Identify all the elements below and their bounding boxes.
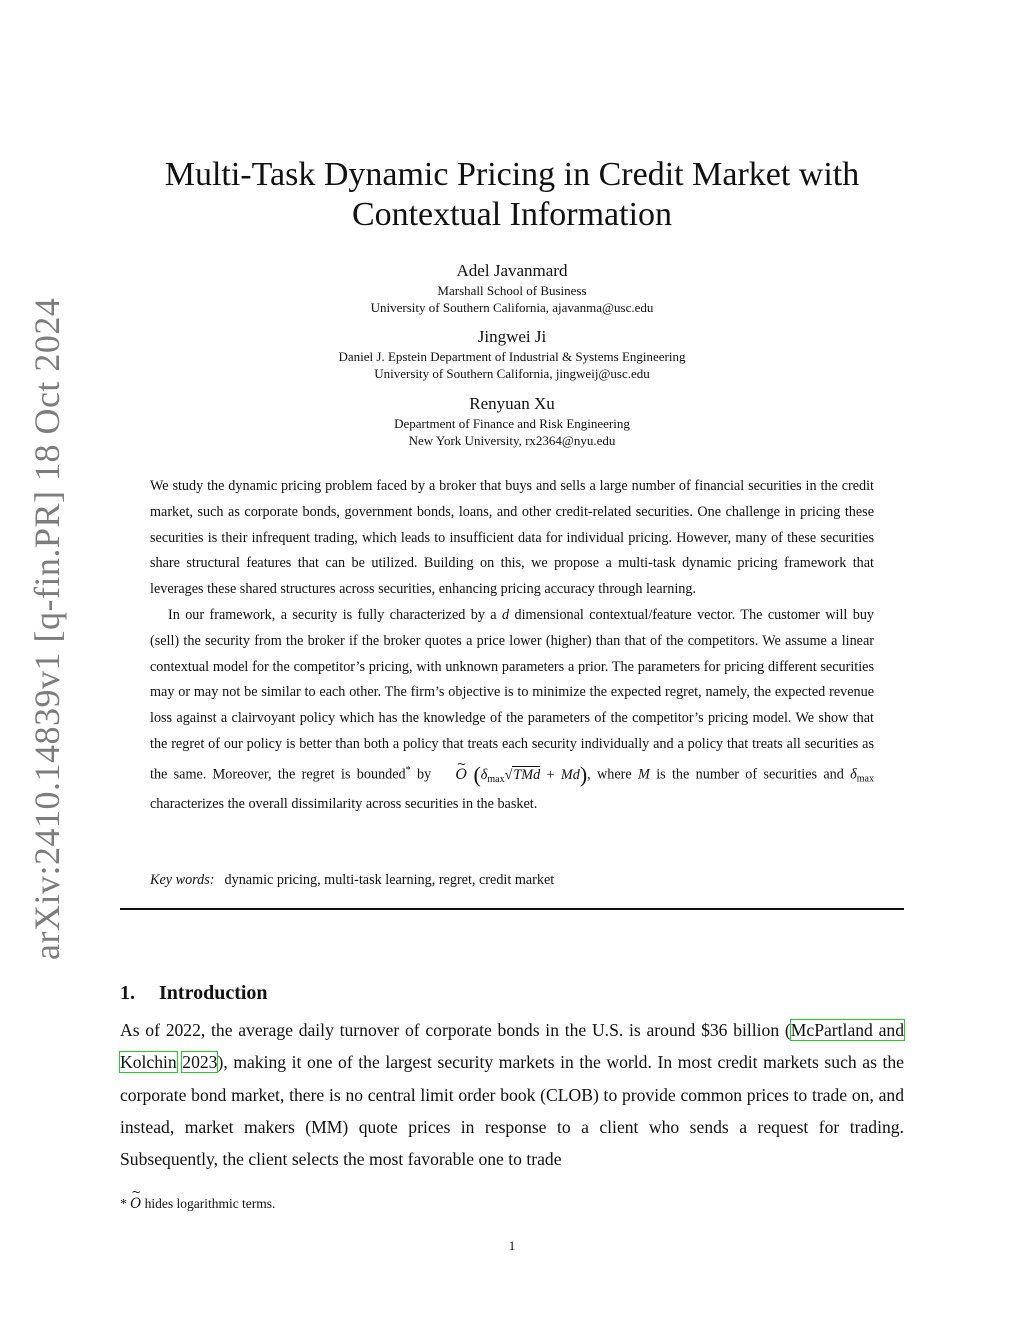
page-number: 1 — [508, 1238, 516, 1253]
footnote-marker[interactable]: * — [405, 764, 411, 776]
arxiv-identifier: arXiv:2410.14839v1 [q-fin.PR] 18 Oct 2024 — [27, 297, 67, 960]
title-line-1: Multi-Task Dynamic Pricing in Credit Market with — [164, 156, 860, 193]
citation-link-year[interactable]: 2023 — [182, 1052, 218, 1073]
author-2 — [100, 326, 924, 382]
section-number: 1. — [120, 982, 135, 1004]
author-affiliation: Marshall School of Business — [437, 283, 587, 298]
introduction-body — [120, 1014, 904, 1175]
author-3 — [100, 393, 924, 449]
citation-link-authors[interactable]: McPartland and Kolchin — [120, 1020, 904, 1073]
abstract — [150, 474, 874, 818]
section-heading-introduction — [120, 982, 268, 1005]
author-affiliation-email: New York University, rx2364@nyu.edu — [408, 433, 616, 448]
footnote-symbol: ~ O — [130, 1196, 141, 1212]
keywords-list: dynamic pricing, multi-task learning, regret, credit market — [224, 872, 555, 888]
author-affiliation-email: University of Southern California, ajavanma@usc.edu — [370, 300, 654, 315]
keywords-label: Key words: — [150, 872, 215, 888]
abstract-paragraph-2: In our framework, a security is fully characterized by a d dimensional contextual/feature vector. The customer will buy (sell) the security from the broker if the broker quotes a price lower (higher) than that of the competitors. We assume a linear contextual model for the competitor’s pricing, with unknown parameters a prior. The parameters for pricing different securities may or may not be similar to each other. The firm’s objective is to minimize the expected regret, namely, the expected revenue loss against a clairvoyant policy which has the knowledge of the parameters of the competitor’s pricing model. We show that the regret of our policy is better than both a policy that treats each security individually and a policy that treats all securities as the same. Moreover, the regret is bounded* by ~ O $(\delta_{max}√TMd + Md)$, where M is the number of securities and $\delta_{max}$ characterizes the overall dissimilarity across securities in the basket. — [150, 603, 874, 818]
footnote-text: hides logarithmic terms. — [144, 1196, 276, 1211]
title-line-2: Contextual Information — [351, 196, 673, 233]
author-affiliation-email: University of Southern California, jingweij@usc.edu — [374, 366, 650, 381]
abstract-paragraph-1: We study the dynamic pricing problem faced by a broker that buys and sells a large number of financial securities in the credit market, such as corporate bonds, government bonds, loans, and other credit-related securities. One challenge in pricing these securities is their infrequent trading, which leads to insufficient data for individual pricing. However, many of these securities share structural features that can be utilized. Building on this, we propose a multi-task dynamic pricing framework that leverages these shared structures across securities, enhancing pricing accuracy through learning. — [150, 478, 874, 598]
author-affiliation: Daniel J. Epstein Department of Industrial & Systems Engineering — [338, 349, 686, 364]
author-affiliation: Department of Finance and Risk Engineering — [394, 416, 630, 431]
regret-bound-formula: ~ O $(\delta_{max}√TMd + Md)$ — [438, 767, 588, 783]
author-1 — [100, 260, 924, 316]
section-divider — [120, 908, 904, 910]
footnote — [120, 1196, 275, 1212]
section-title: Introduction — [159, 982, 268, 1004]
author-name: Adel Javanmard — [456, 261, 568, 280]
footnote-mark: * — [120, 1196, 127, 1211]
paper-title — [100, 155, 924, 235]
introduction-paragraph: As of 2022, the average daily turnover of corporate bonds in the U.S. is around $36 billion (McPartland and Kolchin 2023), making it one of the largest security markets in the world. In most credit markets such as the corporate bond market, there is no central limit order book (CLOB) to provide common prices to trade on, and instead, market makers (MM) quote prices in response to a client who sends a request for trading. Subsequently, the client selects the most favorable one to trade — [120, 1020, 904, 1170]
author-name: Jingwei Ji — [477, 327, 547, 346]
author-name: Renyuan Xu — [469, 394, 555, 413]
keywords — [150, 872, 874, 889]
